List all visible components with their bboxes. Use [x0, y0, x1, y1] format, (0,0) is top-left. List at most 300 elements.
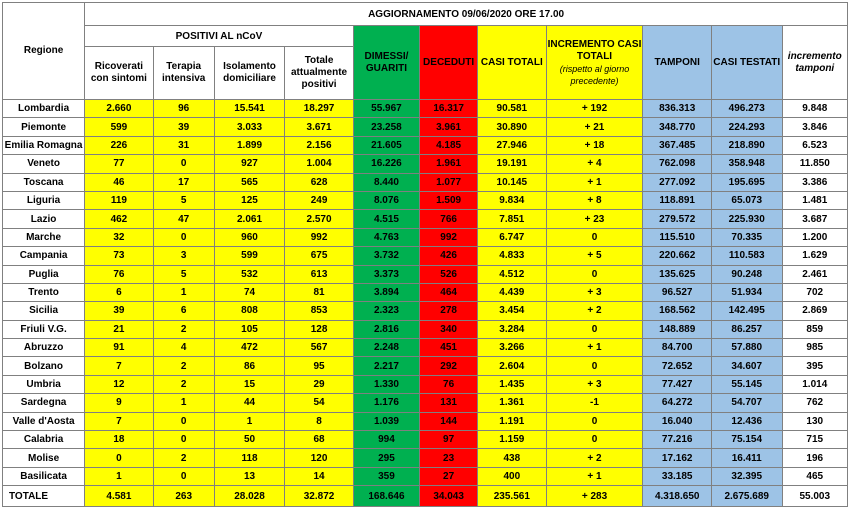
cell-totale-positivi: 29 [285, 375, 353, 393]
cell-regione: Veneto [3, 155, 85, 173]
cell-casi-testati: 218.890 [711, 136, 782, 154]
cell-totale-positivi: 675 [285, 247, 353, 265]
cell-incremento-tamponi: 702 [782, 283, 847, 301]
cell-terapia: 96 [153, 100, 214, 118]
cell-terapia: 0 [153, 412, 214, 430]
table-row [3, 247, 848, 265]
table-row [3, 118, 848, 136]
cell-tamponi: 115.510 [643, 228, 711, 246]
cell-incremento-tamponi: 9.848 [782, 100, 847, 118]
cell-regione: Toscana [3, 173, 85, 191]
cell-totale-positivi: 18.297 [285, 100, 353, 118]
cell-isolamento: 565 [214, 173, 285, 191]
cell-casi-totali: 9.834 [478, 191, 546, 209]
cell-incremento-tamponi: 2.869 [782, 302, 847, 320]
cell-dimessi: 3.373 [353, 265, 419, 283]
cell-deceduti: 1.077 [420, 173, 478, 191]
header-incremento-casi [546, 26, 643, 100]
cell-casi-totali: 3.284 [478, 320, 546, 338]
cell-totale-positivi: 3.671 [285, 118, 353, 136]
cell-incremento: + 1 [546, 339, 643, 357]
cell-isolamento: 74 [214, 283, 285, 301]
cell-dimessi: 4.515 [353, 210, 419, 228]
cell-ricoverati: 4.581 [85, 486, 153, 507]
cell-ricoverati: 2.660 [85, 100, 153, 118]
cell-totale-positivi: 32.872 [285, 486, 353, 507]
header-aggiornamento: AGGIORNAMENTO 09/06/2020 ORE 17.00 [85, 3, 848, 26]
cell-tamponi: 72.652 [643, 357, 711, 375]
cell-isolamento: 86 [214, 357, 285, 375]
table-row [3, 210, 848, 228]
cell-regione: Liguria [3, 191, 85, 209]
cell-dimessi: 1.039 [353, 412, 419, 430]
cell-terapia: 2 [153, 357, 214, 375]
cell-totale-positivi: 68 [285, 431, 353, 449]
cell-casi-testati: 142.495 [711, 302, 782, 320]
cell-deceduti: 76 [420, 375, 478, 393]
cell-isolamento: 125 [214, 191, 285, 209]
cell-terapia: 1 [153, 394, 214, 412]
table-row [3, 486, 848, 507]
table-row [3, 394, 848, 412]
cell-tamponi: 279.572 [643, 210, 711, 228]
cell-terapia: 0 [153, 228, 214, 246]
cell-casi-totali: 4.439 [478, 283, 546, 301]
cell-incremento-tamponi: 3.846 [782, 118, 847, 136]
cell-dimessi: 21.605 [353, 136, 419, 154]
cell-isolamento: 28.028 [214, 486, 285, 507]
cell-terapia: 5 [153, 265, 214, 283]
cell-incremento: + 18 [546, 136, 643, 154]
cell-incremento-tamponi: 3.386 [782, 173, 847, 191]
cell-incremento-tamponi: 55.003 [782, 486, 847, 507]
cell-dimessi: 994 [353, 431, 419, 449]
cell-casi-totali: 4.512 [478, 265, 546, 283]
table-row [3, 339, 848, 357]
cell-incremento: + 192 [546, 100, 643, 118]
cell-tamponi: 16.040 [643, 412, 711, 430]
header-incremento-sub: (rispetto al giorno precedente) [559, 63, 630, 86]
cell-incremento-tamponi: 3.687 [782, 210, 847, 228]
cell-totale-positivi: 613 [285, 265, 353, 283]
cell-regione: Lombardia [3, 100, 85, 118]
cell-deceduti: 278 [420, 302, 478, 320]
cell-dimessi: 2.816 [353, 320, 419, 338]
cell-dimessi: 359 [353, 467, 419, 485]
cell-deceduti: 426 [420, 247, 478, 265]
cell-deceduti: 144 [420, 412, 478, 430]
cell-totale-positivi: 14 [285, 467, 353, 485]
cell-incremento: 0 [546, 320, 643, 338]
cell-terapia: 2 [153, 320, 214, 338]
cell-terapia: 0 [153, 431, 214, 449]
cell-casi-totali: 27.946 [478, 136, 546, 154]
cell-tamponi: 77.216 [643, 431, 711, 449]
header-totale-positivi: Totale attualmente positivi [285, 47, 353, 100]
covid-table-page [0, 2, 850, 502]
table-row [3, 265, 848, 283]
header-dimessi: DIMESSI/ GUARITI [353, 26, 419, 100]
cell-deceduti: 340 [420, 320, 478, 338]
cell-incremento: 0 [546, 412, 643, 430]
cell-totale-positivi: 249 [285, 191, 353, 209]
cell-totale-positivi: 54 [285, 394, 353, 412]
cell-casi-testati: 195.695 [711, 173, 782, 191]
cell-casi-testati: 32.395 [711, 467, 782, 485]
header-isolamento: Isolamento domiciliare [214, 47, 285, 100]
cell-isolamento: 105 [214, 320, 285, 338]
cell-ricoverati: 0 [85, 449, 153, 467]
cell-terapia: 2 [153, 375, 214, 393]
cell-totale-positivi: 567 [285, 339, 353, 357]
cell-regione: Trento [3, 283, 85, 301]
cell-isolamento: 2.061 [214, 210, 285, 228]
cell-isolamento: 3.033 [214, 118, 285, 136]
table-row [3, 431, 848, 449]
header-casi-totali: CASI TOTALI [478, 26, 546, 100]
cell-totale-positivi: 1.004 [285, 155, 353, 173]
cell-incremento: + 1 [546, 173, 643, 191]
cell-regione: Basilicata [3, 467, 85, 485]
cell-isolamento: 13 [214, 467, 285, 485]
header-tamponi: TAMPONI [643, 26, 711, 100]
cell-incremento: + 2 [546, 449, 643, 467]
cell-deceduti: 1.961 [420, 155, 478, 173]
cell-casi-testati: 54.707 [711, 394, 782, 412]
cell-deceduti: 992 [420, 228, 478, 246]
cell-terapia: 6 [153, 302, 214, 320]
cell-dimessi: 3.894 [353, 283, 419, 301]
header-positivi-group: POSITIVI AL nCoV [85, 26, 354, 47]
cell-regione: Piemonte [3, 118, 85, 136]
cell-regione: Sardegna [3, 394, 85, 412]
cell-deceduti: 34.043 [420, 486, 478, 507]
cell-regione: Campania [3, 247, 85, 265]
table-row [3, 136, 848, 154]
cell-regione: Puglia [3, 265, 85, 283]
cell-terapia: 5 [153, 191, 214, 209]
table-body [3, 100, 848, 507]
cell-casi-testati: 110.583 [711, 247, 782, 265]
cell-casi-testati: 496.273 [711, 100, 782, 118]
cell-ricoverati: 91 [85, 339, 153, 357]
cell-ricoverati: 119 [85, 191, 153, 209]
table-row [3, 320, 848, 338]
cell-totale-positivi: 2.156 [285, 136, 353, 154]
header-incremento-tamponi: incremento tamponi [782, 26, 847, 100]
cell-deceduti: 27 [420, 467, 478, 485]
cell-ricoverati: 1 [85, 467, 153, 485]
cell-dimessi: 1.330 [353, 375, 419, 393]
cell-casi-testati: 12.436 [711, 412, 782, 430]
table-row [3, 449, 848, 467]
cell-incremento: + 2 [546, 302, 643, 320]
table-title-row [3, 3, 848, 26]
cell-casi-totali: 90.581 [478, 100, 546, 118]
cell-casi-totali: 235.561 [478, 486, 546, 507]
cell-ricoverati: 599 [85, 118, 153, 136]
cell-incremento-tamponi: 985 [782, 339, 847, 357]
cell-incremento-tamponi: 1.014 [782, 375, 847, 393]
header-incremento-main: INCREMENTO CASI TOTALI [547, 38, 642, 62]
cell-isolamento: 118 [214, 449, 285, 467]
cell-deceduti: 4.185 [420, 136, 478, 154]
cell-dimessi: 1.176 [353, 394, 419, 412]
cell-deceduti: 97 [420, 431, 478, 449]
cell-casi-testati: 16.411 [711, 449, 782, 467]
cell-totale-positivi: 120 [285, 449, 353, 467]
cell-totale-positivi: 8 [285, 412, 353, 430]
cell-ricoverati: 7 [85, 412, 153, 430]
cell-casi-totali: 30.890 [478, 118, 546, 136]
cell-isolamento: 532 [214, 265, 285, 283]
header-ricoverati: Ricoverati con sintomi [85, 47, 153, 100]
cell-deceduti: 526 [420, 265, 478, 283]
cell-isolamento: 50 [214, 431, 285, 449]
cell-isolamento: 15 [214, 375, 285, 393]
table-row [3, 412, 848, 430]
cell-deceduti: 3.961 [420, 118, 478, 136]
cell-terapia: 3 [153, 247, 214, 265]
cell-incremento: 0 [546, 228, 643, 246]
cell-incremento: + 283 [546, 486, 643, 507]
cell-regione: Sicilia [3, 302, 85, 320]
cell-ricoverati: 7 [85, 357, 153, 375]
cell-casi-totali: 438 [478, 449, 546, 467]
header-terapia-intensiva: Terapia intensiva [153, 47, 214, 100]
cell-incremento-tamponi: 6.523 [782, 136, 847, 154]
cell-regione: Calabria [3, 431, 85, 449]
cell-isolamento: 927 [214, 155, 285, 173]
table-row [3, 173, 848, 191]
table-row [3, 467, 848, 485]
cell-casi-testati: 65.073 [711, 191, 782, 209]
cell-regione: Valle d'Aosta [3, 412, 85, 430]
cell-terapia: 47 [153, 210, 214, 228]
header-regione: Regione [3, 3, 85, 100]
cell-totale-positivi: 95 [285, 357, 353, 375]
cell-regione: Lazio [3, 210, 85, 228]
cell-ricoverati: 32 [85, 228, 153, 246]
cell-dimessi: 4.763 [353, 228, 419, 246]
cell-terapia: 31 [153, 136, 214, 154]
cell-tamponi: 762.098 [643, 155, 711, 173]
cell-terapia: 0 [153, 155, 214, 173]
cell-casi-totali: 1.159 [478, 431, 546, 449]
cell-incremento: 0 [546, 431, 643, 449]
cell-dimessi: 23.258 [353, 118, 419, 136]
cell-tamponi: 118.891 [643, 191, 711, 209]
table-group-row [3, 26, 848, 47]
cell-regione: TOTALE [3, 486, 85, 507]
cell-tamponi: 135.625 [643, 265, 711, 283]
table-row [3, 375, 848, 393]
cell-terapia: 17 [153, 173, 214, 191]
cell-isolamento: 599 [214, 247, 285, 265]
cell-tamponi: 77.427 [643, 375, 711, 393]
cell-incremento-tamponi: 395 [782, 357, 847, 375]
cell-incremento: + 1 [546, 467, 643, 485]
cell-ricoverati: 39 [85, 302, 153, 320]
cell-casi-totali: 1.191 [478, 412, 546, 430]
cell-incremento: + 3 [546, 375, 643, 393]
cell-totale-positivi: 2.570 [285, 210, 353, 228]
cell-casi-testati: 55.145 [711, 375, 782, 393]
cell-incremento: 0 [546, 357, 643, 375]
cell-casi-totali: 1.361 [478, 394, 546, 412]
cell-incremento: + 3 [546, 283, 643, 301]
cell-regione: Emilia Romagna [3, 136, 85, 154]
cell-deceduti: 16.317 [420, 100, 478, 118]
cell-incremento-tamponi: 762 [782, 394, 847, 412]
cell-casi-totali: 6.747 [478, 228, 546, 246]
cell-ricoverati: 12 [85, 375, 153, 393]
cell-deceduti: 131 [420, 394, 478, 412]
cell-incremento: + 5 [546, 247, 643, 265]
cell-dimessi: 295 [353, 449, 419, 467]
cell-incremento: + 21 [546, 118, 643, 136]
cell-casi-totali: 1.435 [478, 375, 546, 393]
cell-incremento-tamponi: 715 [782, 431, 847, 449]
cell-tamponi: 84.700 [643, 339, 711, 357]
cell-casi-totali: 400 [478, 467, 546, 485]
cell-deceduti: 23 [420, 449, 478, 467]
cell-casi-totali: 4.833 [478, 247, 546, 265]
cell-regione: Friuli V.G. [3, 320, 85, 338]
cell-dimessi: 55.967 [353, 100, 419, 118]
table-row [3, 357, 848, 375]
cell-totale-positivi: 628 [285, 173, 353, 191]
cell-isolamento: 44 [214, 394, 285, 412]
cell-incremento-tamponi: 1.629 [782, 247, 847, 265]
cell-incremento-tamponi: 859 [782, 320, 847, 338]
cell-incremento-tamponi: 1.481 [782, 191, 847, 209]
cell-ricoverati: 6 [85, 283, 153, 301]
cell-incremento-tamponi: 130 [782, 412, 847, 430]
cell-incremento-tamponi: 465 [782, 467, 847, 485]
cell-terapia: 39 [153, 118, 214, 136]
table-row [3, 100, 848, 118]
table-row [3, 283, 848, 301]
cell-isolamento: 960 [214, 228, 285, 246]
table-row [3, 191, 848, 209]
cell-regione: Umbria [3, 375, 85, 393]
cell-casi-totali: 2.604 [478, 357, 546, 375]
cell-regione: Bolzano [3, 357, 85, 375]
cell-deceduti: 464 [420, 283, 478, 301]
cell-ricoverati: 76 [85, 265, 153, 283]
cell-casi-testati: 224.293 [711, 118, 782, 136]
cell-dimessi: 2.323 [353, 302, 419, 320]
cell-dimessi: 16.226 [353, 155, 419, 173]
cell-tamponi: 367.485 [643, 136, 711, 154]
cell-isolamento: 1 [214, 412, 285, 430]
cell-casi-totali: 10.145 [478, 173, 546, 191]
table-row [3, 228, 848, 246]
cell-casi-totali: 19.191 [478, 155, 546, 173]
cell-totale-positivi: 128 [285, 320, 353, 338]
cell-casi-totali: 7.851 [478, 210, 546, 228]
cell-dimessi: 168.646 [353, 486, 419, 507]
cell-dimessi: 3.732 [353, 247, 419, 265]
cell-terapia: 4 [153, 339, 214, 357]
cell-isolamento: 808 [214, 302, 285, 320]
cell-incremento: + 4 [546, 155, 643, 173]
cell-ricoverati: 18 [85, 431, 153, 449]
cell-ricoverati: 226 [85, 136, 153, 154]
cell-incremento-tamponi: 11.850 [782, 155, 847, 173]
cell-isolamento: 1.899 [214, 136, 285, 154]
cell-casi-testati: 358.948 [711, 155, 782, 173]
cell-deceduti: 1.509 [420, 191, 478, 209]
table-row [3, 155, 848, 173]
cell-casi-totali: 3.266 [478, 339, 546, 357]
cell-ricoverati: 21 [85, 320, 153, 338]
cell-casi-testati: 2.675.689 [711, 486, 782, 507]
cell-incremento: + 23 [546, 210, 643, 228]
cell-incremento: + 8 [546, 191, 643, 209]
cell-casi-testati: 75.154 [711, 431, 782, 449]
cell-dimessi: 8.440 [353, 173, 419, 191]
cell-tamponi: 64.272 [643, 394, 711, 412]
cell-dimessi: 2.248 [353, 339, 419, 357]
header-deceduti: DECEDUTI [420, 26, 478, 100]
cell-casi-testati: 34.607 [711, 357, 782, 375]
cell-tamponi: 4.318.650 [643, 486, 711, 507]
cell-casi-testati: 90.248 [711, 265, 782, 283]
cell-regione: Molise [3, 449, 85, 467]
cell-terapia: 2 [153, 449, 214, 467]
cell-ricoverati: 46 [85, 173, 153, 191]
cell-tamponi: 836.313 [643, 100, 711, 118]
cell-casi-testati: 86.257 [711, 320, 782, 338]
cell-isolamento: 15.541 [214, 100, 285, 118]
cell-totale-positivi: 992 [285, 228, 353, 246]
header-casi-testati: CASI TESTATI [711, 26, 782, 100]
cell-terapia: 0 [153, 467, 214, 485]
cell-tamponi: 348.770 [643, 118, 711, 136]
cell-deceduti: 451 [420, 339, 478, 357]
cell-totale-positivi: 81 [285, 283, 353, 301]
table-row [3, 302, 848, 320]
cell-ricoverati: 462 [85, 210, 153, 228]
cell-casi-testati: 225.930 [711, 210, 782, 228]
cell-tamponi: 96.527 [643, 283, 711, 301]
cell-ricoverati: 9 [85, 394, 153, 412]
cell-isolamento: 472 [214, 339, 285, 357]
cell-regione: Abruzzo [3, 339, 85, 357]
cell-dimessi: 2.217 [353, 357, 419, 375]
cell-tamponi: 277.092 [643, 173, 711, 191]
cell-totale-positivi: 853 [285, 302, 353, 320]
cell-casi-testati: 57.880 [711, 339, 782, 357]
cell-terapia: 263 [153, 486, 214, 507]
cell-ricoverati: 73 [85, 247, 153, 265]
cell-incremento: -1 [546, 394, 643, 412]
cell-casi-testati: 51.934 [711, 283, 782, 301]
cell-terapia: 1 [153, 283, 214, 301]
cell-tamponi: 148.889 [643, 320, 711, 338]
cell-casi-totali: 3.454 [478, 302, 546, 320]
cell-tamponi: 17.162 [643, 449, 711, 467]
covid-data-table [2, 2, 848, 507]
cell-ricoverati: 77 [85, 155, 153, 173]
cell-incremento: 0 [546, 265, 643, 283]
cell-deceduti: 292 [420, 357, 478, 375]
cell-tamponi: 168.562 [643, 302, 711, 320]
cell-incremento-tamponi: 196 [782, 449, 847, 467]
cell-tamponi: 33.185 [643, 467, 711, 485]
